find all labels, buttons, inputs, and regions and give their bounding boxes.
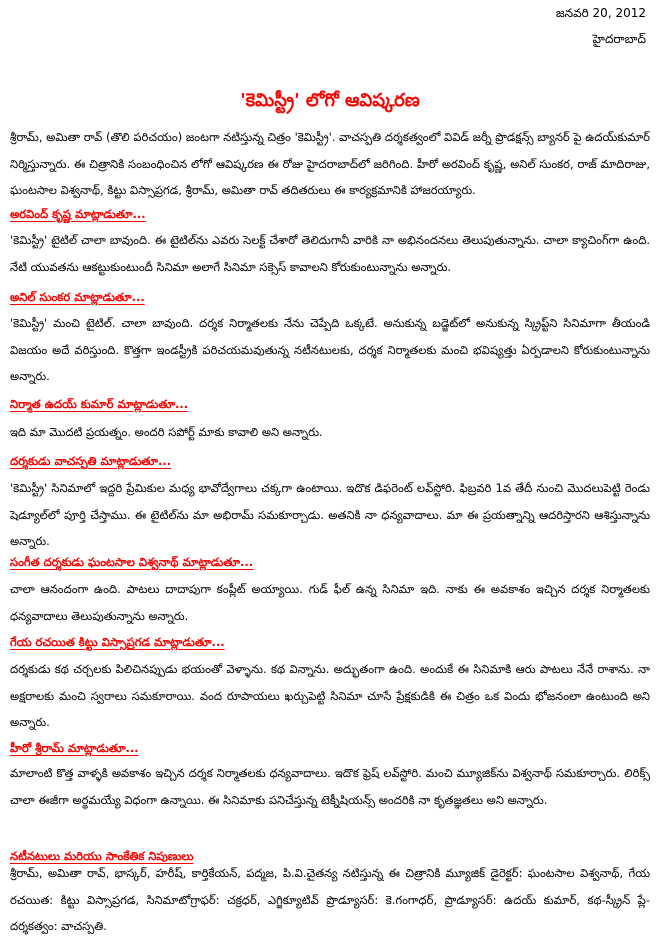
section-text-anil: 'కెమిస్ట్రీ' మంచి టైటిల్. చాలా బావుంది. దర్శక నిర్మాతలకు నేను చెప్పేది ఒక్కటే. అనుకున్న బడ్జెట్‌లో అనుకున్న స్క్రిప్ట్‌ని సినిమాగా తీయండి విజయం అదే వరిస్తుంది. కొత్తగా ఇండస్ట్రీకి పరిచయమవుతున్న నటీనటులకు, దర్శక నిర్మాతలకు మంచి భవిష్యత్తు ఏర్పడాలని కోరుకుంటున్నాను అన్నారు. [10,316,650,383]
article-title: 'కెమిస్ట్రీ' లోగో ఆవిష్కరణ [240,90,420,111]
article-date: జనవరి 20, 2012 [555,6,646,20]
section-text-aravind: 'కెమిస్ట్రీ' టైటిల్ చాలా బావుంది. ఈ టైటిల్‌ను ఎవరు సెలక్ట్ చేశారో తెలిదుగానీ వారికి నా అభినందనలు తెలుపుతున్నాను. చాలా క్యాచింగ్‌గా ఉంది. నేటి యువతను ఆకట్టుకుంటుందీ సినిమా అలాగే సినిమా సక్సెస్ కావాలని కోరుకుంటున్నాను అన్నారు. [10,233,650,274]
section-heading-lyricist: గేయ రచయిత కిట్టు విస్సాప్రగడ మాట్లాడుతూ... [10,635,225,649]
section-heading-hero: హీరో శ్రీరామ్ మాట్లాడుతూ... [10,741,139,755]
section-text-cast-crew: శ్రీరామ్, అమితా రావ్, భాస్కర్, హరీష్, కార్తికేయన్, పద్మజ, పి.వి.చైతన్య నటిస్తున్న ఈ చిత్రానికి మ్యూజిక్ డైరెక్టర్: ఘంటసాల విశ్వనాథ్, గేయ రచయిత: కిట్టు విస్సాప్రగడ, సినిమాటోగ్రాఫర్: చక్రధర్, ఎగ్జిక్యూటివ్ ప్రొడ్యూసర్: కె.గంగాధర్, ప్రొడ్యూసర్: ఉదయ్ కుమార్, కథ-స్క్రీన్ ప్లే-దర్శకత్వం: వాచస్పతి. [10,866,650,933]
section-heading-director: దర్శకుడు వాచస్పతి మాట్లాడుతూ... [10,454,172,468]
section-heading-cast-crew: నటీనటులు మరియు సాంకేతిక నిపుణులు [10,849,194,863]
section-heading-producer: నిర్మాత ఉదయ్ కుమార్ మాట్లాడుతూ... [10,397,189,411]
intro-paragraph: శ్రీరామ్, అమితా రావ్ (తొలి పరిచయం) జంటగా నటిస్తున్న చిత్రం 'కెమిస్ట్రీ'. వాచస్పతి దర్శకత్వంలో వివిడ్ జర్నీ ప్రొడక్షన్స్ బ్యానర్ పై ఉదయ్‌కుమార్ నిర్మిస్తున్నారు. ఈ చిత్రానికి సంబంధించిన లోగో ఆవిష్కరణ ఈ రోజు హైదరాబాద్‌లో జరిగింది. హీరో అరవింద్ కృష్ణ, అనిల్ సుంకర, రాజ్ మాదిరాజు, ఘంటసాల విశ్వనాథ్, కిట్టు విస్సాప్రగడ, శ్రీరామ్, అమితా రావ్ తదితరులు ఈ కార్యక్రమానికి హాజరయ్యారు. [10,130,650,197]
section-text-director: 'కెమిస్ట్రీ' సినిమాలో ఇద్దరి ప్రేమికుల మధ్య భావోద్వేగాలు చక్కగా ఉంటాయి. ఇదొక డిఫరెంట్ లవ్‌స్టోరి. ఫిబ్రవరి 1వ తేదీ నుంచి మొదలుపెట్టి రెండు షెడ్యూల్‌లో పూర్తి చేస్తాము. ఈ టైటిల్‌ను మా అభిరామ్ సమకూర్చాడు. అతనికి నా ధన్యవాదాలు. మా ఈ ప్రయత్నాన్ని ఆదరిస్తారని ఆశిస్తున్నాను అన్నారు. [10,481,650,548]
section-heading-music-director: సంగీత దర్శకుడు ఘంటసాల విశ్వనాథ్ మాట్లాడుతూ... [10,555,254,569]
section-text-lyricist: దర్శకుడు కథ చర్చలకు పిలిచినప్పుడు భయంతో వెళ్ళాను. కథ విన్నాను. అద్భుతంగా ఉంది. అందుకే ఈ సినిమాకి ఆరు పాటలు నేనే రాశాను. నా అక్షరాలకు మంచి స్వరాలు సమకూరాయి. వంద రూపాయలు ఖర్చుపెట్టి సినిమా చూసే ప్రేక్షకుడికి ఈ చిత్రం ఒక విందు భోజనంలా ఉంటుంది అని అన్నారు. [10,662,650,729]
section-text-music-director: చాలా ఆనందంగా ఉంది. పాటలు దాదాపుగా కంప్లీట్ అయ్యాయి. గుడ్ ఫీల్ ఉన్న సినిమా ఇది. నాకు ఈ అవకాశం ఇచ్చిన దర్శక నిర్మాతలకు ధన్యవాదాలు తెలుపుతున్నాను అన్నారు. [10,582,650,623]
section-heading-anil: అనిల్ సుంకర మాట్లాడుతూ... [10,290,145,304]
section-text-producer: ఇది మా మొదటి ప్రయత్నం. అందరి సపోర్ట్ మాకు కావాలి అని అన్నారు. [10,425,323,439]
article-location: హైదరాబాద్ [592,32,646,46]
section-text-hero: మాలాంటి కొత్త వాళ్ళకి అవకాశం ఇచ్చిన దర్శక నిర్మాతలకు ధన్యవాదాలు. ఇదొక ఫ్రెష్ లవ్‌స్టోరి. మంచి మ్యూజిక్‌ను విశ్వనాథ్ సమకూర్చారు. లిరిక్స్ చాలా ఈజీగా అర్థమయ్యే విధంగా ఉన్నాయి. ఈ సినిమాకు పనిచేస్తున్న టెక్నీషియన్స్ అందరికి నా కృతజ్ఞతలు అని అన్నారు. [10,766,650,807]
section-heading-aravind: అరవింద్ కృష్ణ మాట్లాడుతూ... [10,207,146,221]
